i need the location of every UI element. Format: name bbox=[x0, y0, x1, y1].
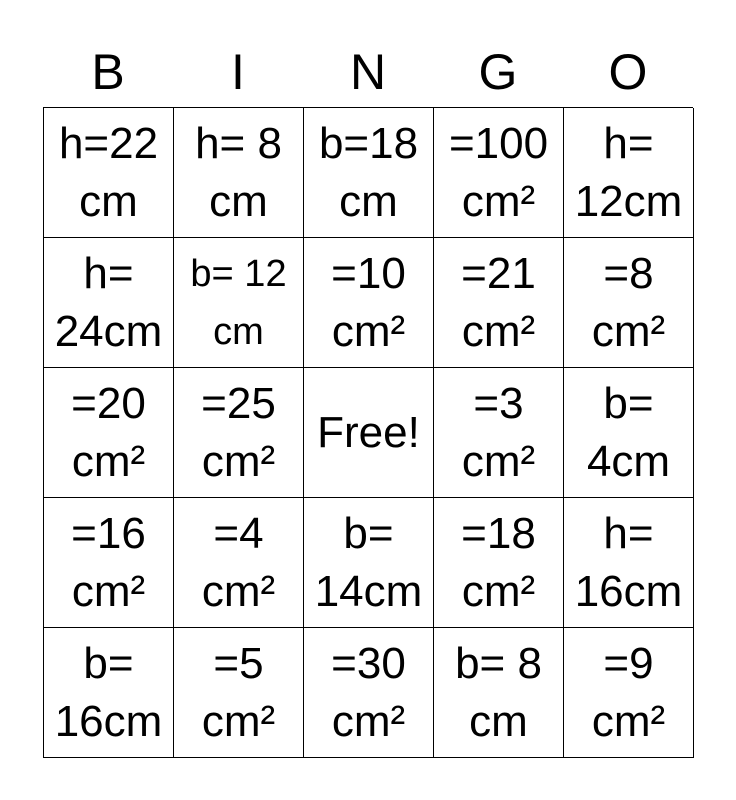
bingo-cell-r5-c2[interactable] bbox=[174, 628, 304, 758]
cell-text: =5 cm² bbox=[201, 638, 276, 746]
cell-text: =20 cm² bbox=[71, 378, 146, 486]
cell-text: b= 8 cm bbox=[455, 638, 542, 746]
bingo-cell-r1-c5[interactable] bbox=[564, 108, 694, 238]
cell-text: =10 cm² bbox=[331, 248, 406, 356]
header-letter-g: G bbox=[478, 44, 518, 100]
bingo-cell-r4-c4[interactable] bbox=[434, 498, 564, 628]
cell-text: =100 cm² bbox=[448, 118, 549, 226]
bingo-cell-r2-c3[interactable] bbox=[304, 238, 434, 368]
bingo-cell-r2-c2[interactable] bbox=[174, 238, 304, 368]
cell-text: =30 cm² bbox=[331, 638, 406, 746]
cell-text: b= 14cm bbox=[314, 508, 423, 616]
bingo-cell-r3-c4[interactable] bbox=[434, 368, 564, 498]
bingo-grid bbox=[43, 107, 693, 758]
cell-text: h= 16cm bbox=[574, 508, 683, 616]
header-letter-o: O bbox=[608, 44, 648, 100]
header-letter-n: N bbox=[349, 44, 387, 100]
cell-text: =16 cm² bbox=[71, 508, 146, 616]
bingo-cell-free[interactable] bbox=[304, 368, 434, 498]
header-letter-i: I bbox=[231, 44, 245, 100]
bingo-cell-r3-c2[interactable] bbox=[174, 368, 304, 498]
cell-text: b= 12 cm bbox=[190, 252, 287, 353]
bingo-cell-r2-c1[interactable] bbox=[44, 238, 174, 368]
bingo-cell-r4-c3[interactable] bbox=[304, 498, 434, 628]
bingo-cell-r3-c5[interactable] bbox=[564, 368, 694, 498]
cell-text: =25 cm² bbox=[201, 378, 276, 486]
bingo-cell-r1-c2[interactable] bbox=[174, 108, 304, 238]
cell-text: =3 cm² bbox=[461, 378, 536, 486]
bingo-header bbox=[43, 0, 693, 107]
bingo-cell-r4-c1[interactable] bbox=[44, 498, 174, 628]
bingo-cell-r5-c1[interactable] bbox=[44, 628, 174, 758]
bingo-cell-r2-c5[interactable] bbox=[564, 238, 694, 368]
cell-text: =4 cm² bbox=[201, 508, 276, 616]
cell-text: Free! bbox=[317, 407, 420, 457]
bingo-cell-r3-c1[interactable] bbox=[44, 368, 174, 498]
cell-text: h= 8 cm bbox=[195, 118, 282, 226]
bingo-cell-r5-c3[interactable] bbox=[304, 628, 434, 758]
cell-text: b= 4cm bbox=[586, 378, 671, 486]
bingo-cell-r4-c5[interactable] bbox=[564, 498, 694, 628]
bingo-cell-r1-c1[interactable] bbox=[44, 108, 174, 238]
cell-text: h=22 cm bbox=[58, 118, 159, 226]
bingo-cell-r2-c4[interactable] bbox=[434, 238, 564, 368]
bingo-cell-r1-c4[interactable] bbox=[434, 108, 564, 238]
cell-text: b=18 cm bbox=[318, 118, 419, 226]
bingo-cell-r4-c2[interactable] bbox=[174, 498, 304, 628]
cell-text: h= 24cm bbox=[54, 248, 163, 356]
cell-text: =8 cm² bbox=[591, 248, 666, 356]
cell-text: =21 cm² bbox=[461, 248, 536, 356]
bingo-card bbox=[43, 0, 693, 758]
bingo-cell-r5-c5[interactable] bbox=[564, 628, 694, 758]
cell-text: =9 cm² bbox=[591, 638, 666, 746]
cell-text: =18 cm² bbox=[461, 508, 536, 616]
header-letter-b: B bbox=[91, 44, 125, 100]
cell-text: b= 16cm bbox=[54, 638, 163, 746]
bingo-cell-r5-c4[interactable] bbox=[434, 628, 564, 758]
cell-text: h= 12cm bbox=[574, 118, 683, 226]
bingo-cell-r1-c3[interactable] bbox=[304, 108, 434, 238]
